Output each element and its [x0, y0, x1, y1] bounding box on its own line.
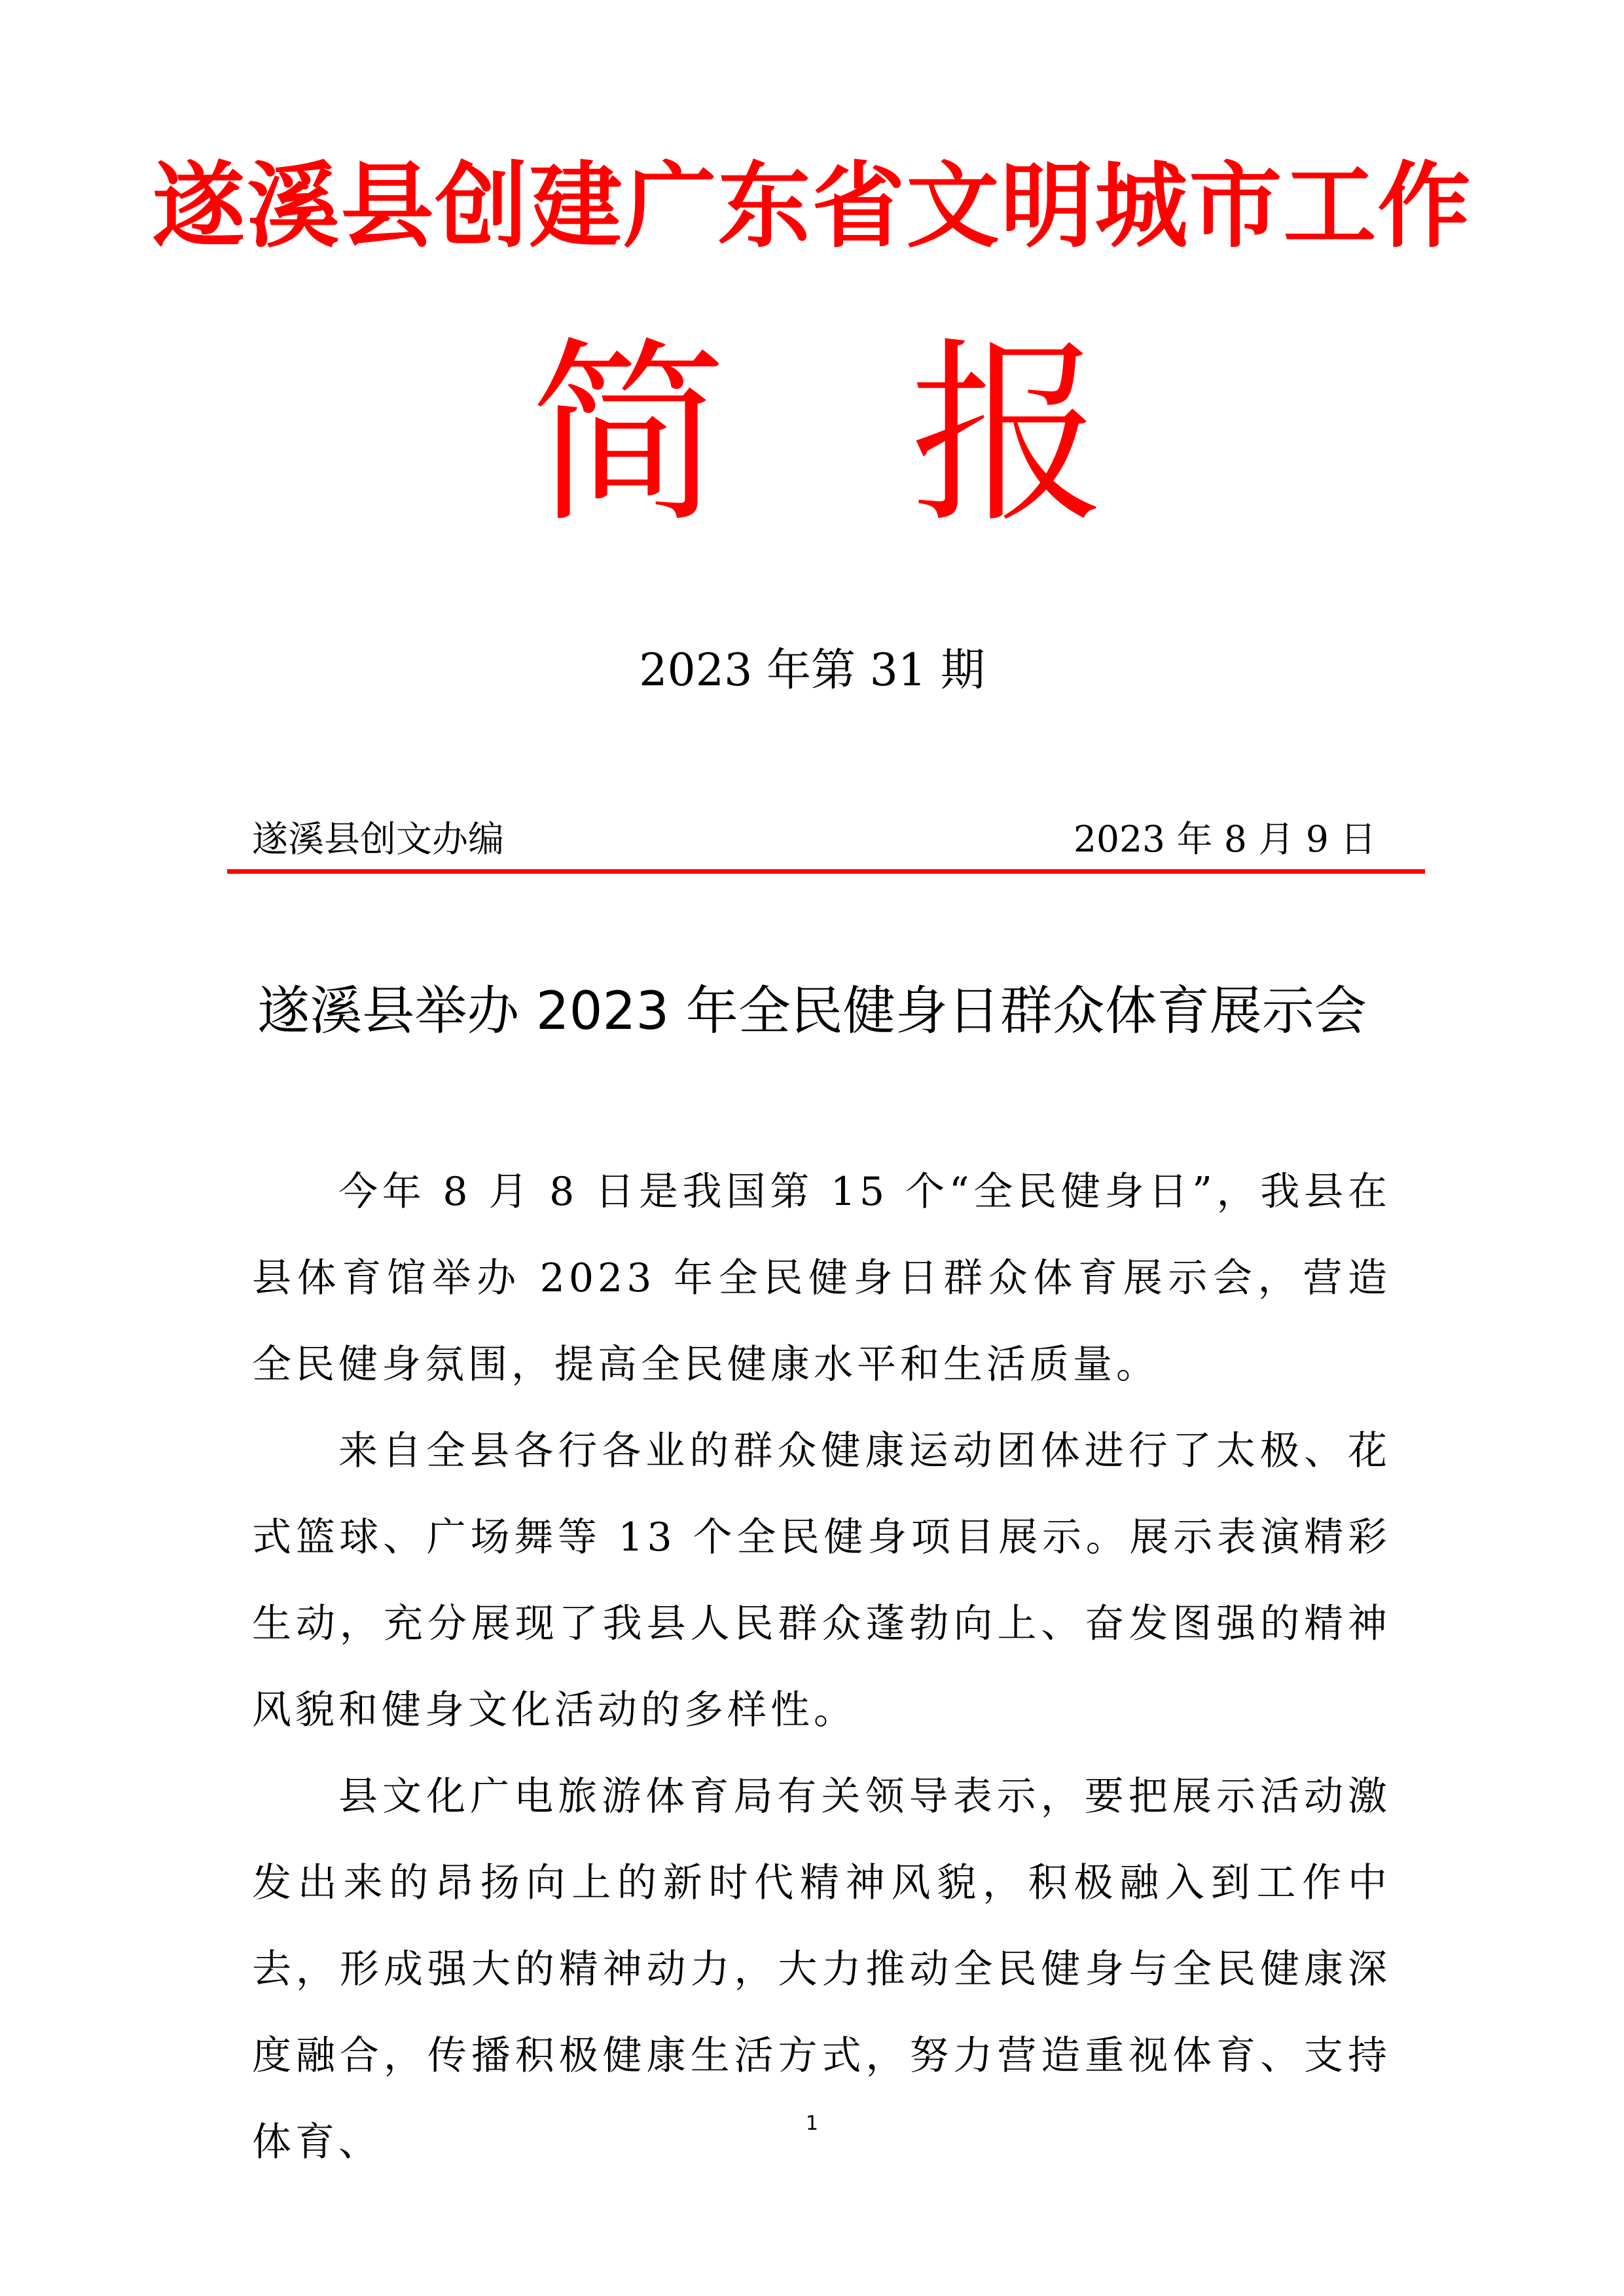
editor-label: 遂溪县创文办编	[252, 818, 505, 860]
article-paragraph: 县文化广电旅游体育局有关领导表示，要把展示活动激发出来的昂扬向上的新时代精神风貌，积极融入到工作中去，形成强大的精神动力，大力推动全民健身与全民健康深度融合，传播积极健康生活方式，努力营造重视体育、支持体育、	[252, 1774, 1391, 2165]
article-paragraph: 来自全县各行各业的群众健康运动团体进行了太极、花式篮球、广场舞等 13 个全民健身项目展示。展示表演精彩生动，充分展现了我县人民群众蓬勃向上、奋发图强的精神风貌和健身文化活动的多样性。	[252, 1428, 1391, 1733]
issue-date: 2023 年 8 月 9 日	[1074, 818, 1377, 860]
red-divider-rule	[227, 869, 1425, 874]
bulletin-char-bao: 报	[910, 321, 1106, 549]
page-number: 1	[805, 2112, 819, 2135]
issue-number: 2023 年第 31 期	[639, 645, 985, 696]
bulletin-char-jian: 简	[530, 321, 727, 549]
article-body	[252, 1149, 1391, 2185]
bulletin-heading	[0, 321, 1624, 549]
article-title: 遂溪县举办 2023 年全民健身日群众体育展示会	[257, 980, 1367, 1041]
masthead-title: 遂溪县创建广东省文明城市工作	[152, 152, 1472, 260]
article-paragraph: 今年 8 月 8 日是我国第 15 个“全民健身日”，我县在县体育馆举办 2023 年全民健身日群众体育展示会，营造全民健身氛围，提高全民健康水平和生活质量。	[252, 1169, 1391, 1388]
